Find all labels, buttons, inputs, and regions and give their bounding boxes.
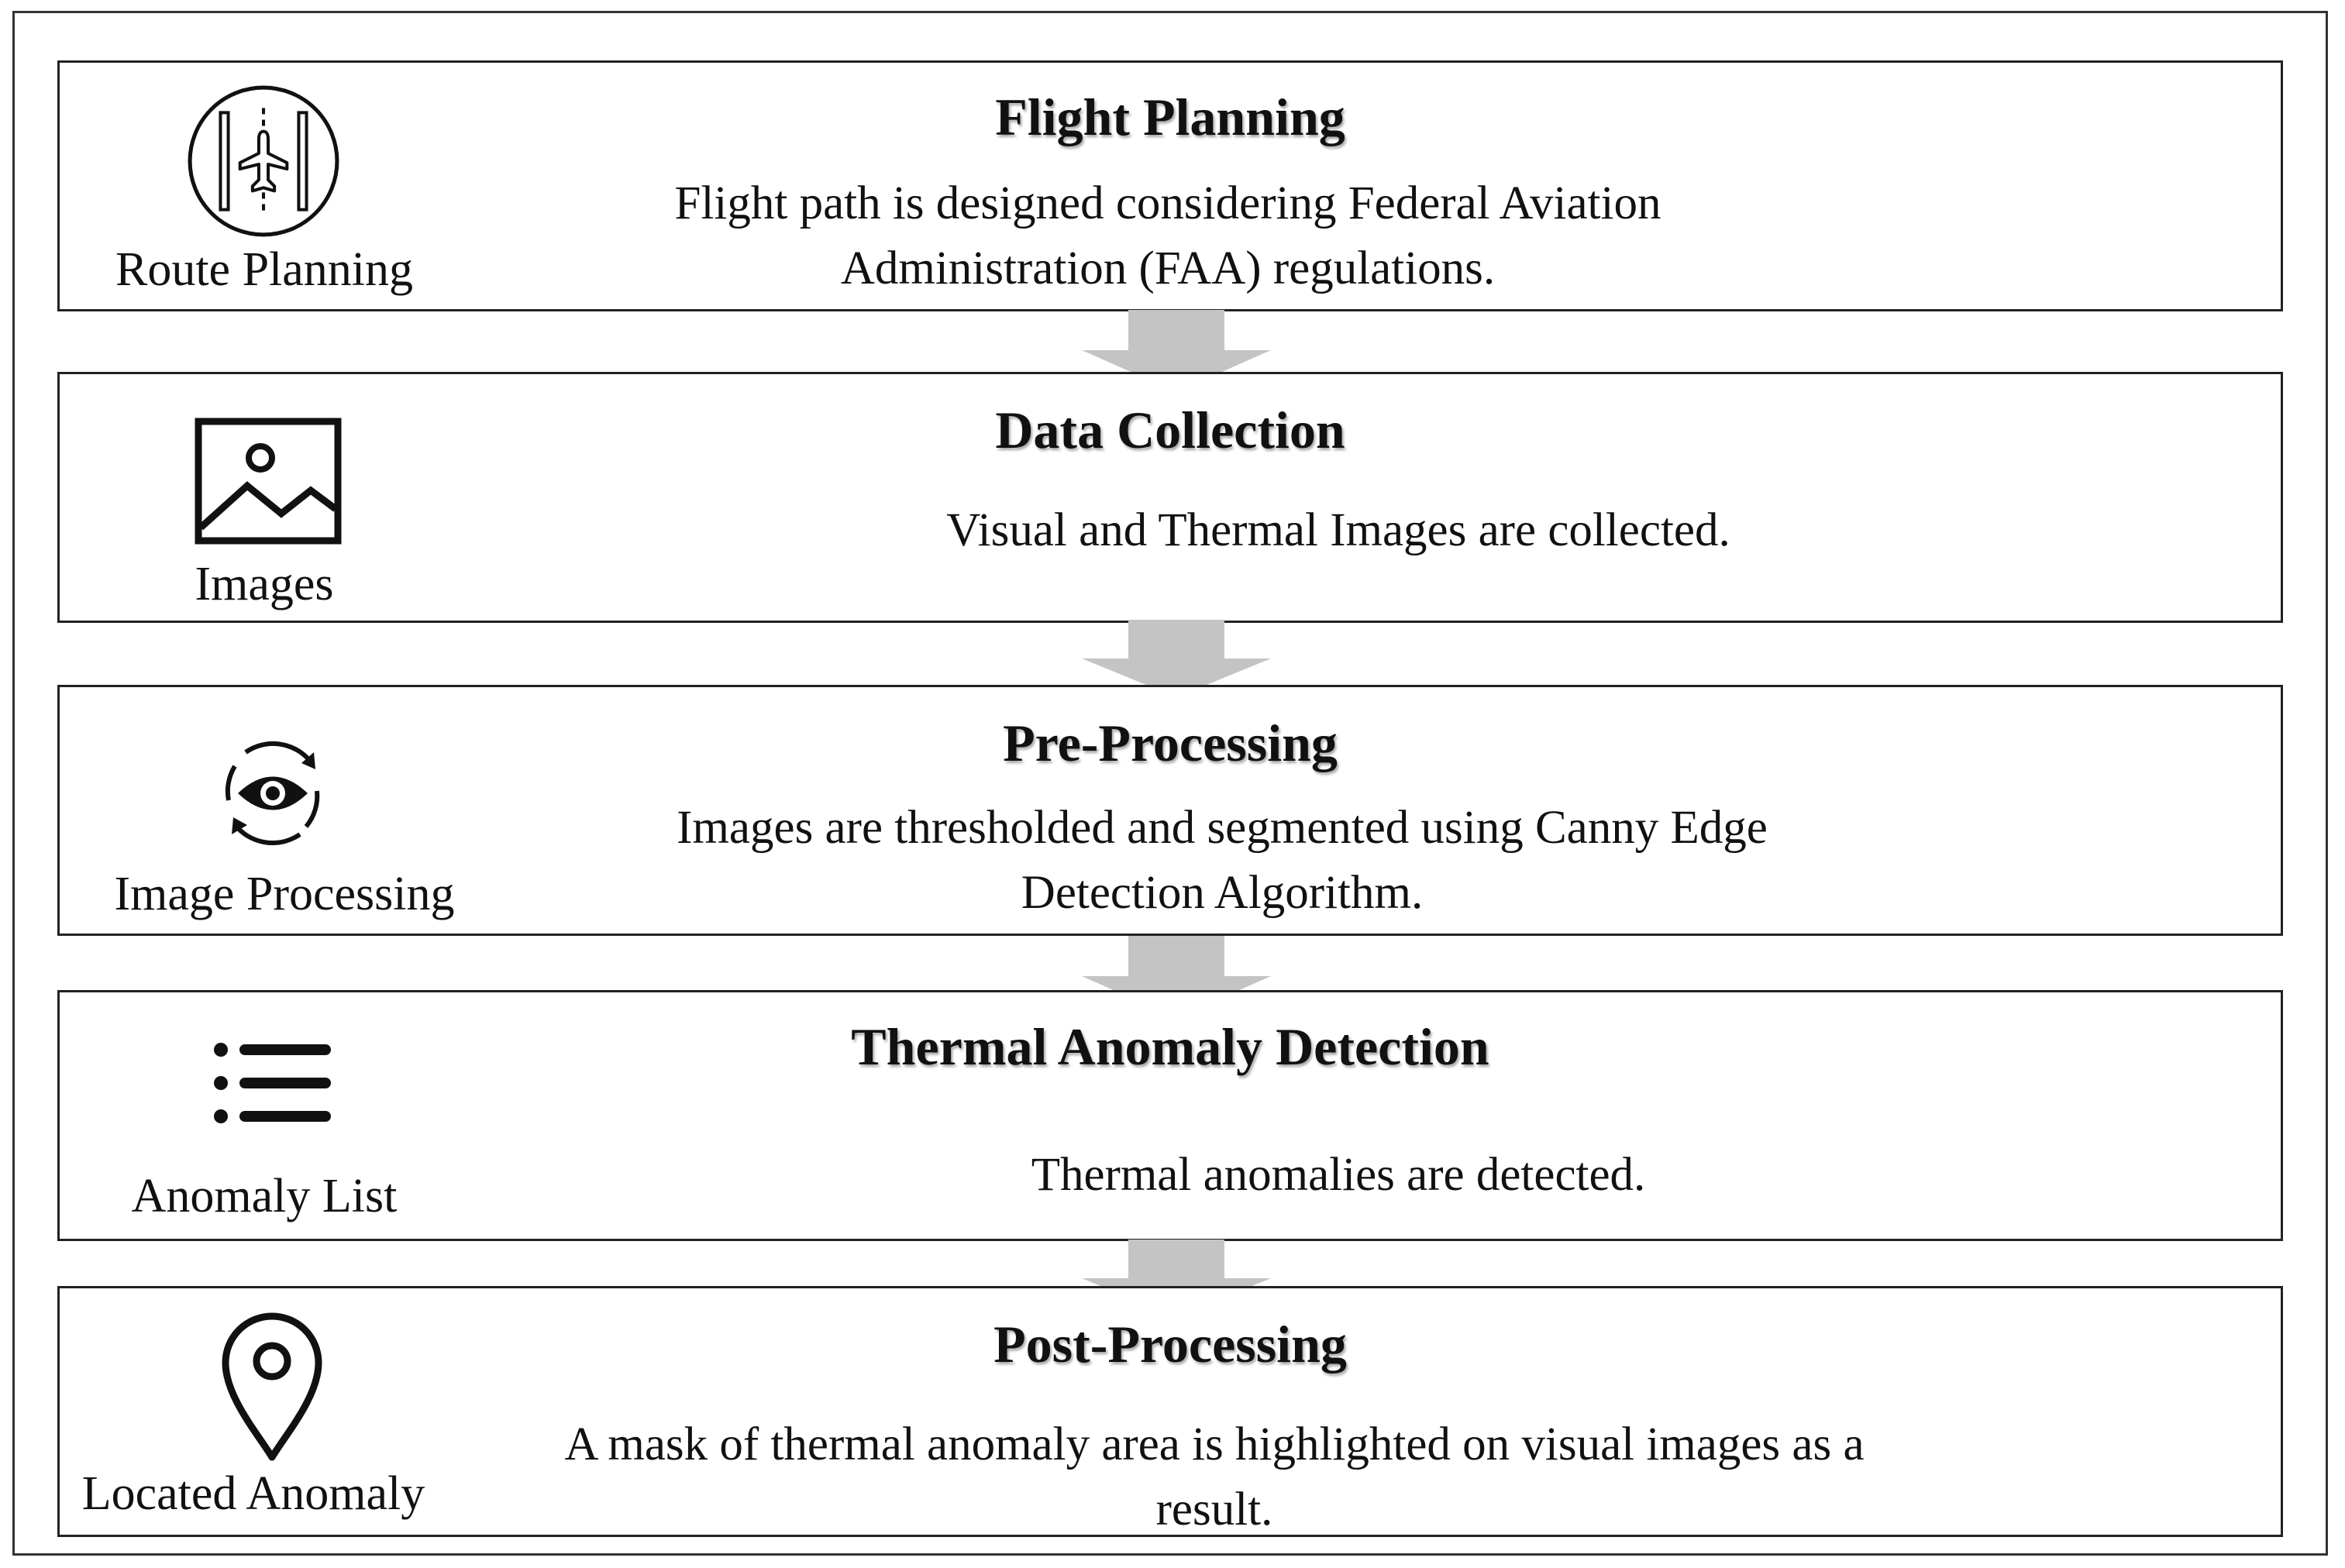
stage-description-post-processing: A mask of thermal anomaly area is highlighted on visual images as a result. (564, 1418, 1865, 1535)
stage-title-data-collection: Data Collection (995, 401, 1345, 459)
icon-label-located-anomaly: Located Anomaly (81, 1467, 425, 1520)
stage-description-flight-planning: Flight path is designed considering Federal Aviation Administration (FAA) regulations. (674, 177, 1661, 294)
stage-post-processing (57, 1286, 2283, 1537)
stage-title-flight-planning: Flight Planning (995, 88, 1345, 146)
stage-data-collection (57, 372, 2283, 623)
stage-pre-processing (57, 685, 2283, 936)
stage-title-thermal-anomaly-detection: Thermal Anomaly Detection (851, 1017, 1489, 1076)
icon-label-image-processing: Image Processing (114, 868, 455, 920)
stage-thermal-anomaly-detection (57, 990, 2283, 1241)
stage-description-thermal-anomaly-detection: Thermal anomalies are detected. (1031, 1149, 1646, 1201)
stage-title-pre-processing: Pre-Processing (1003, 714, 1338, 772)
icon-label-anomaly-list: Anomaly List (131, 1170, 398, 1222)
icon-label-route-planning: Route Planning (115, 243, 414, 296)
stage-description-pre-processing: Images are thresholded and segmented using Canny Edge Detection Algorithm. (677, 802, 1768, 919)
stage-title-post-processing: Post-Processing (993, 1315, 1347, 1374)
icon-label-images: Images (195, 558, 334, 610)
stage-flight-planning (57, 60, 2283, 311)
stage-description-data-collection: Visual and Thermal Images are collected. (946, 504, 1730, 556)
